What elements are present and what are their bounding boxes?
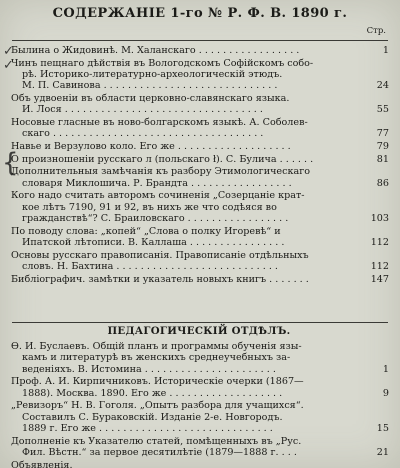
toc-entry-line: словаря Миклошича. Р. Брандта . . . . . . . . . . . . . . . . . xyxy=(22,177,292,189)
toc-entry-line: Проф. А. И. Кирпичниковъ. Историческіе очерки (1867— xyxy=(11,376,304,388)
toc-entry xyxy=(11,341,387,375)
toc-entry xyxy=(11,166,387,189)
toc-entry xyxy=(11,141,387,152)
toc-entry xyxy=(11,376,387,399)
toc-entry-line: Ѳ. И. Буслаевъ. Общій планъ и программы обученія язы- xyxy=(11,341,302,352)
pencil-bracket-icon: { xyxy=(2,148,19,178)
toc-entry-line: Объ удвоеніи въ области церковно-славянскаго языка. xyxy=(11,93,290,104)
page-title: СОДЕРЖАНІЕ 1-го № Р. Ф. В. 1890 г. xyxy=(52,6,348,21)
toc-page-number: 103 xyxy=(370,212,389,224)
toc-page-number: 1 xyxy=(382,363,389,375)
toc-page-number: 55 xyxy=(376,104,389,116)
toc-entry-line: скаго . . . . . . . . . . . . . . . . . . . . . . . . . . . . . . . . . . . xyxy=(22,128,264,140)
toc-entry-line: словъ. Н. Бахтина . . . . . . . . . . . . . . . . . . . . . . . . . . . xyxy=(22,260,278,272)
toc-entry-line: 1889 г. Его же . . . . . . . . . . . . . . . . . . . . . . . . . . . . . xyxy=(22,423,273,435)
toc-entry-line: По поводу слова: „копей“ „Слова о полку Игоревѣ“ и xyxy=(11,225,281,237)
toc-entry xyxy=(11,400,387,434)
toc-entry-line: М. П. Савинова . . . . . . . . . . . . . . . . . . . . . . . . . . . . . xyxy=(22,80,278,92)
toc-page-number: 77 xyxy=(376,128,389,140)
toc-entry xyxy=(11,460,387,468)
toc-entry-line: рѣ. Историко-литературно-археологическій этюдъ. xyxy=(22,68,283,80)
toc-entry-line: Фил. Вѣстн.“ за первое десятилѣтіе (1879—1888 г. . . . xyxy=(22,447,297,459)
toc-entry-line: Объявленія. xyxy=(11,459,73,468)
toc-entry-line: Кого надо считать авторомъ сочиненія „Созерцаніе крат- xyxy=(11,190,305,202)
toc-entry-line: Навье и Верзулово коло. Его же . . . . . . . . . . . . . . . . . . . xyxy=(11,141,291,152)
toc-entry xyxy=(11,436,387,459)
toc-entry-line: Библіографич. замѣтки и указатель новыхъ книгъ . . . . . . . xyxy=(11,273,309,285)
pencil-check-icon: ✓ xyxy=(3,44,14,59)
divider xyxy=(12,322,388,323)
toc-page-number: 21 xyxy=(376,447,389,459)
toc-entry-line: гражданствѣ“? С. Браиловскаго . . . . . . . . . . . . . . . . . xyxy=(22,212,289,224)
toc-page-number: 15 xyxy=(376,423,389,435)
toc-entry-line: Дополнительныя замѣчанія къ разбору Этимологическаго xyxy=(11,166,311,178)
toc-entry-line: Носовые гласные въ ново-болгарскомъ языкѣ. А. Соболев- xyxy=(11,117,308,128)
toc-entry xyxy=(11,274,387,285)
toc-page-number: 79 xyxy=(376,141,389,152)
toc-page-number: 112 xyxy=(370,236,389,248)
toc-page-number: 147 xyxy=(370,273,389,285)
toc-entry xyxy=(11,250,387,273)
toc-entry-line: Былина о Жидовинѣ. М. Халанскаго . . . . . . . . . . . . . . . . . xyxy=(11,45,300,56)
toc-entry xyxy=(11,93,387,116)
toc-entry-line: камъ и литературѣ въ женскихъ среднеучебныхъ за- xyxy=(22,352,291,364)
toc-entry-line: О произношеніи русскаго л (польскаго ł). С. Булича . . . . . . xyxy=(11,153,314,165)
toc-entry xyxy=(11,154,387,165)
toc-entry-line: „Ревизоръ“ Н. В. Гоголя. „Опытъ разбора для учащихся“. xyxy=(11,400,304,412)
divider xyxy=(12,40,388,41)
pencil-check-icon: ✓ xyxy=(3,58,14,73)
toc-entry xyxy=(11,58,387,92)
toc-page-number: 81 xyxy=(376,153,389,165)
toc-page-number: 86 xyxy=(376,177,389,189)
toc-entry-line: Составилъ С. Бураковскій. Изданіе 2-е. Новгородъ. xyxy=(22,411,283,423)
toc-entry xyxy=(11,117,387,140)
section-heading-text: ПЕДАГОГИЧЕСКІЙ ОТДѢЛЪ. xyxy=(107,325,291,337)
toc-entry xyxy=(11,45,387,56)
toc-entry xyxy=(11,190,387,224)
page-column-label: Стр. xyxy=(366,26,386,36)
toc-page-number: 9 xyxy=(382,387,389,399)
toc-page-number: 112 xyxy=(370,260,389,272)
toc-entry-line: 1888). Москва. 1890. Его же . . . . . . . . . . . . . . . . . . . xyxy=(22,387,283,399)
toc-entry-line: И. Лося . . . . . . . . . . . . . . . . . . . . . . . . . . . . . . . . . xyxy=(22,104,263,116)
toc-entry-line: Дополненіе къ Указателю статей, помѣщенныхъ въ „Рус. xyxy=(11,435,302,447)
toc-entry-line: кое лѣтъ 7190, 91 и 92, въ нихъ же что содѣяся во xyxy=(22,201,277,213)
toc-page-number: 1 xyxy=(382,45,389,56)
section-heading xyxy=(11,326,387,337)
toc-entry xyxy=(11,226,387,249)
toc-page-number: 24 xyxy=(376,80,389,92)
toc-entry-line: Чинъ пещнаго дѣйствія въ Вологодскомъ Софійскомъ собо- xyxy=(11,57,314,69)
toc-entry-line: Основы русскаго правописанія. Правописаніе отдѣльныхъ xyxy=(11,249,309,261)
toc-entry-line: веденіяхъ. В. Истомина . . . . . . . . . . . . . . . . . . . . . . xyxy=(22,363,276,375)
toc-entry-line: Ипатской лѣтописи. В. Каллаша . . . . . . . . . . . . . . . . xyxy=(22,236,285,248)
